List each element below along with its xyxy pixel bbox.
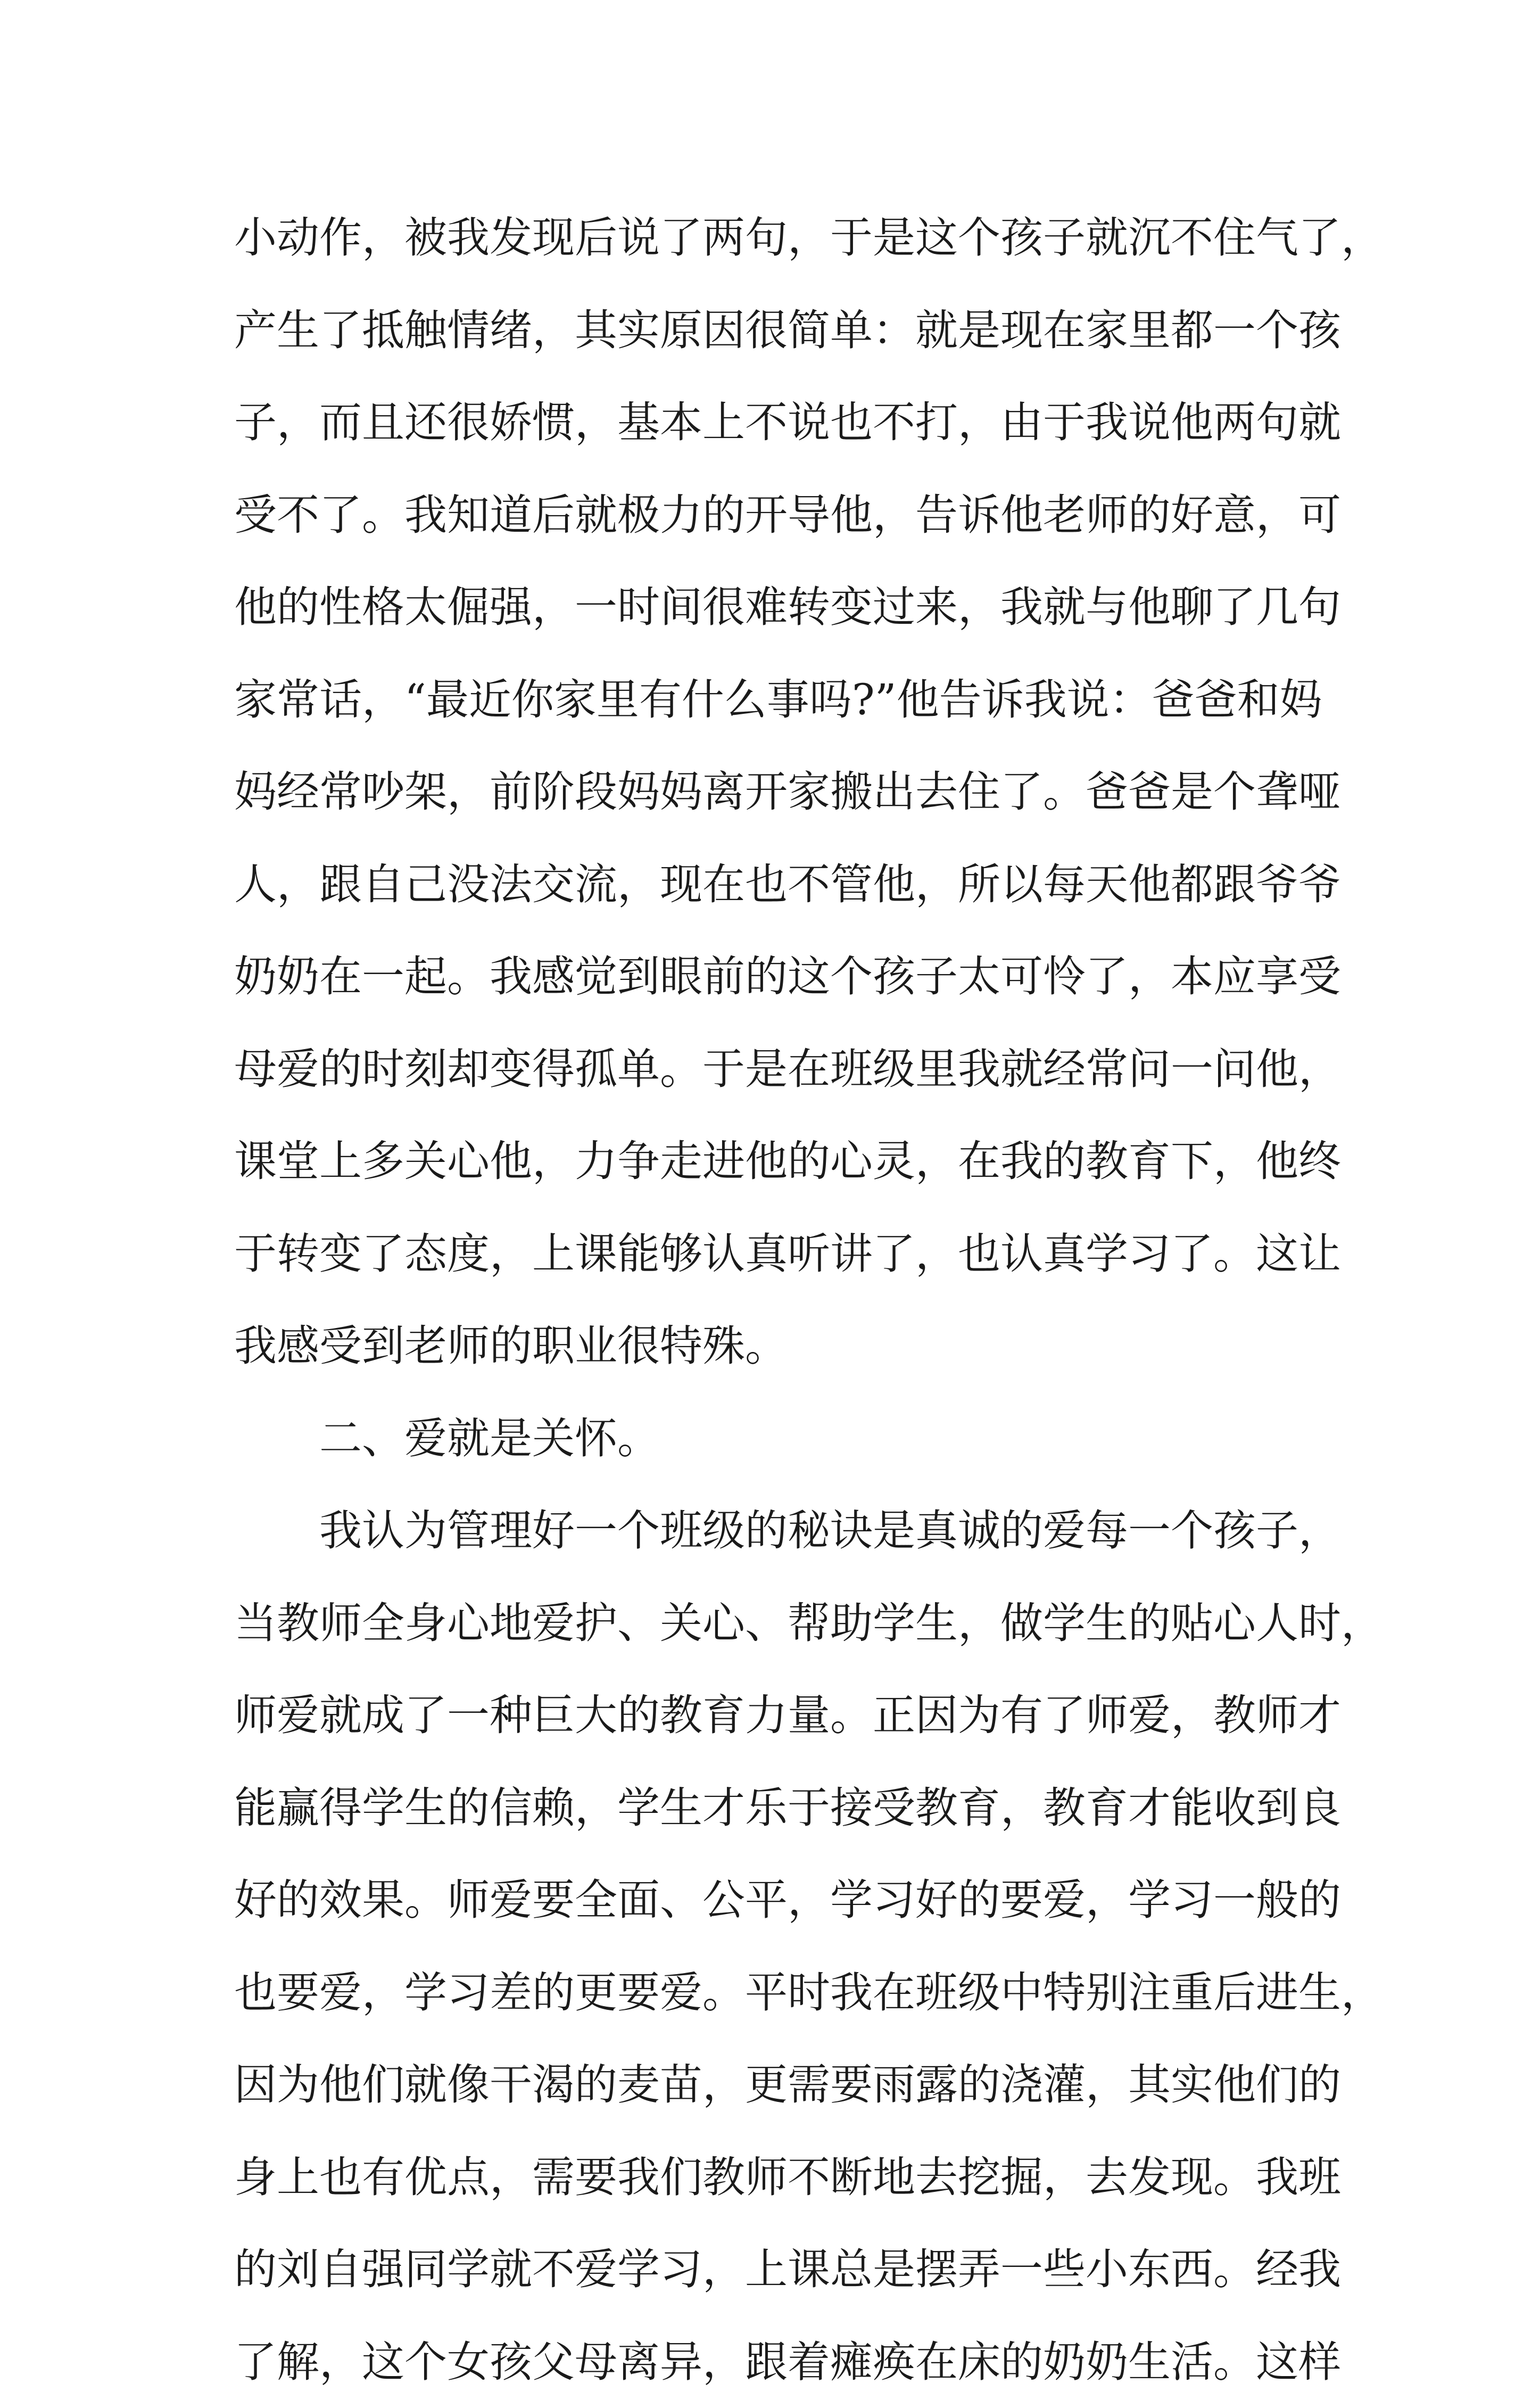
text-line: 能赢得学生的信赖，学生才乐于接受教育，教育才能收到良 — [234, 1762, 1314, 1854]
text-line: 身上也有优点，需要我们教师不断地去挖掘，去发现。我班 — [234, 2131, 1314, 2224]
text-line: 他的性格太倔强，一时间很难转变过来，我就与他聊了几句 — [234, 561, 1314, 654]
text-line: 的刘自强同学就不爱学习，上课总是摆弄一些小东西。经我 — [234, 2223, 1314, 2316]
text-line: 也要爱，学习差的更要爱。平时我在班级中特别注重后进生， — [234, 1947, 1314, 2039]
section-heading: 二、爱就是关怀。 — [234, 1392, 1314, 1485]
text-line: 当教师全身心地爱护、关心、帮助学生，做学生的贴心人时， — [234, 1577, 1314, 1670]
text-line: 家常话，“最近你家里有什么事吗?”他告诉我说：爸爸和妈 — [234, 654, 1314, 746]
text-line: 因为他们就像干渴的麦苗，更需要雨露的浇灌，其实他们的 — [234, 2039, 1314, 2131]
text-line: 师爱就成了一种巨大的教育力量。正因为有了师爱，教师才 — [234, 1669, 1314, 1762]
paragraph-first-line: 我认为管理好一个班级的秘诀是真诚的爱每一个孩子， — [234, 1485, 1314, 1577]
text-line: 奶奶在一起。我感觉到眼前的这个孩子太可怜了，本应享受 — [234, 930, 1314, 1023]
text-line: 受不了。我知道后就极力的开导他，告诉他老师的好意，可 — [234, 469, 1314, 562]
text-line: 妈经常吵架，前阶段妈妈离开家搬出去住了。爸爸是个聋哑 — [234, 746, 1314, 838]
text-line: 好的效果。师爱要全面、公平，学习好的要爱，学习一般的 — [234, 1854, 1314, 1947]
text-line: 了解，这个女孩父母离异，跟着瘫痪在床的奶奶生活。这样 — [234, 2316, 1314, 2408]
text-line: 母爱的时刻却变得孤单。于是在班级里我就经常问一问他， — [234, 1023, 1314, 1116]
text-line: 我感受到老师的职业很特殊。 — [234, 1300, 1314, 1392]
body-text — [234, 192, 1314, 2408]
text-line: 子，而且还很娇惯，基本上不说也不打，由于我说他两句就 — [234, 376, 1314, 469]
text-line: 于转变了态度，上课能够认真听讲了，也认真学习了。这让 — [234, 1208, 1314, 1300]
text-line: 小动作，被我发现后说了两句，于是这个孩子就沉不住气了， — [234, 192, 1314, 284]
text-line: 课堂上多关心他，力争走进他的心灵，在我的教育下，他终 — [234, 1115, 1314, 1208]
text-line: 产生了抵触情绪，其实原因很简单：就是现在家里都一个孩 — [234, 284, 1314, 377]
text-line: 人，跟自己没法交流，现在也不管他，所以每天他都跟爷爷 — [234, 838, 1314, 931]
